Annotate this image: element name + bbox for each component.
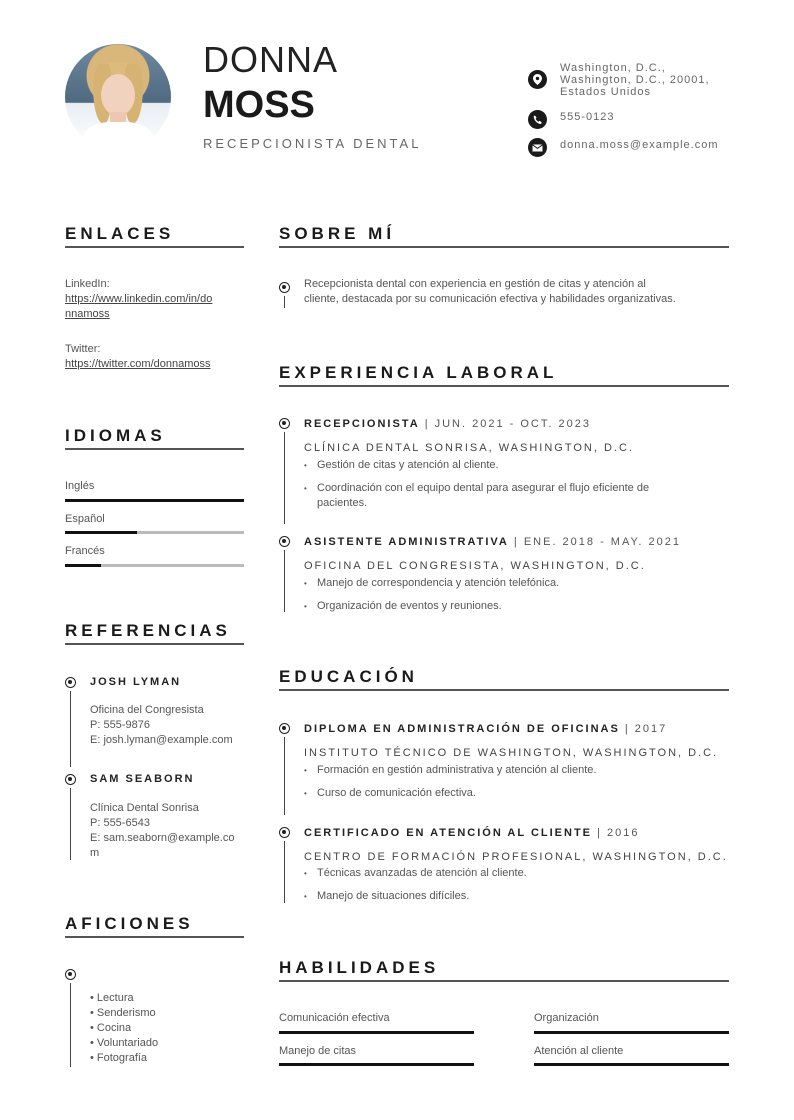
language-bar-fill (65, 499, 244, 502)
references-divider (65, 643, 244, 645)
languages-divider (65, 448, 244, 450)
language-label: Inglés (65, 480, 95, 492)
hobbies-title: AFICIONES (65, 914, 194, 933)
timeline-dot-icon (279, 282, 290, 293)
language-label: Francés (65, 545, 105, 557)
address-line-3: Estados Unidos (560, 86, 652, 98)
language-bar-fill (65, 531, 137, 534)
about-line: cliente, destacada por su comunicación efectiva y habilidades organizativas. (304, 293, 676, 305)
language-bar-fill (65, 564, 101, 567)
education-school: INSTITUTO TÉCNICO DE WASHINGTON, WASHINGTON, D.C. (304, 747, 719, 759)
phone-text: 555-0123 (560, 111, 615, 123)
links-divider (65, 246, 244, 248)
skills-title: HABILIDADES (279, 958, 440, 977)
twitter-link[interactable]: https://twitter.com/donnamoss (65, 358, 211, 370)
job-title: RECEPCIONISTA DENTAL (203, 136, 422, 151)
email-text: donna.moss@example.com (560, 139, 719, 151)
skill-label: Manejo de citas (279, 1045, 357, 1057)
timeline-dot-icon (279, 723, 290, 734)
job-bullet: • Organización de eventos y reuniones. (304, 599, 502, 614)
language-bar (65, 564, 244, 567)
about-title: SOBRE MÍ (279, 224, 396, 243)
links-title: ENLACES (65, 224, 175, 243)
reference-org: Clínica Dental Sonrisa (90, 802, 199, 814)
about-line: Recepcionista dental con experiencia en gestión de citas y atención al (304, 278, 646, 290)
reference-details (90, 801, 234, 861)
reference-phone: P: 555-6543 (90, 817, 150, 829)
hobby-item: • Voluntariado (90, 1037, 159, 1049)
phone-icon (528, 110, 547, 129)
job-role: ASISTENTE ADMINISTRATIVA (304, 536, 509, 548)
job-company: OFICINA DEL CONGRESISTA, WASHINGTON, D.C. (304, 560, 646, 572)
timeline-line (70, 788, 71, 860)
timeline-line (284, 550, 285, 612)
education-heading (304, 827, 639, 839)
reference-email: E: josh.lyman@example.com (90, 734, 233, 746)
skill-bar (279, 1031, 474, 1034)
last-name: MOSS (203, 84, 315, 126)
education-school: CENTRO DE FORMACIÓN PROFESIONAL, WASHINGTON, D.C. (304, 851, 728, 863)
timeline-dot-icon (279, 827, 290, 838)
skill-bar (534, 1063, 729, 1066)
hobby-item: • Senderismo (90, 1007, 156, 1019)
job-bullet-line: pacientes. (317, 497, 368, 509)
job-date: | JUN. 2021 - OCT. 2023 (419, 418, 591, 430)
profile-photo (65, 44, 171, 150)
timeline-line (70, 691, 71, 767)
job-bullet: • Gestión de citas y atención al cliente. (304, 458, 499, 473)
reference-phone: P: 555-9876 (90, 719, 150, 731)
education-date: | 2016 (592, 827, 640, 839)
timeline-line (284, 737, 285, 815)
languages-title: IDIOMAS (65, 426, 166, 445)
job-heading (304, 418, 591, 430)
education-bullet: • Curso de comunicación efectiva. (304, 786, 476, 801)
language-label: Español (65, 513, 105, 525)
timeline-line (284, 432, 285, 524)
education-degree: CERTIFICADO EN ATENCIÓN AL CLIENTE (304, 827, 592, 839)
linkedin-block (65, 277, 212, 322)
education-bullet: • Formación en gestión administrativa y atención al cliente. (304, 763, 596, 778)
contact-phone (528, 110, 615, 129)
skills-divider (279, 980, 729, 982)
job-company: CLÍNICA DENTAL SONRISA, WASHINGTON, D.C. (304, 442, 634, 454)
linkedin-link[interactable]: https://www.linkedin.com/in/do (65, 293, 213, 305)
contact-address (528, 62, 710, 98)
education-date: | 2017 (619, 723, 668, 735)
reference-org: Oficina del Congresista (90, 704, 204, 716)
skill-label: Atención al cliente (534, 1045, 624, 1057)
timeline-line (284, 296, 285, 308)
reference-details (90, 703, 233, 748)
education-degree: DIPLOMA EN ADMINISTRACIÓN DE OFICINAS (304, 723, 620, 735)
timeline-dot-icon (65, 677, 76, 688)
timeline-line (70, 983, 71, 1067)
twitter-label: Twitter: (65, 343, 101, 355)
timeline-dot-icon (65, 969, 76, 980)
job-date: | ENE. 2018 - MAY. 2021 (508, 536, 681, 548)
reference-email: E: sam.seaborn@example.co (90, 832, 235, 844)
language-bar (65, 499, 244, 502)
experience-title: EXPERIENCIA LABORAL (279, 363, 558, 382)
about-text (304, 277, 676, 307)
contact-email (528, 138, 719, 157)
job-bullet: • Manejo de correspondencia y atención telefónica. (304, 576, 559, 591)
linkedin-link-cont[interactable]: nnamoss (65, 308, 110, 320)
location-pin-icon (528, 70, 547, 89)
skill-label: Organización (534, 1012, 599, 1024)
timeline-line (284, 841, 285, 903)
reference-name: SAM SEABORN (90, 773, 195, 785)
language-bar (65, 531, 244, 534)
linkedin-label: LinkedIn: (65, 278, 110, 290)
address-line-2: Washington, D.C., 20001, (560, 74, 710, 86)
education-bullet: • Manejo de situaciones difíciles. (304, 889, 469, 904)
education-heading (304, 723, 667, 735)
education-title: EDUCACIÓN (279, 667, 418, 686)
first-name: DONNA (203, 39, 339, 80)
skill-bar (534, 1031, 729, 1034)
job-bullet (304, 481, 649, 511)
timeline-dot-icon (65, 774, 76, 785)
skill-bar (279, 1063, 474, 1066)
education-bullet: • Técnicas avanzadas de atención al cliente. (304, 866, 527, 881)
references-title: REFERENCIAS (65, 621, 231, 640)
hobbies-divider (65, 936, 244, 938)
address-line-1: Washington, D.C., (560, 62, 666, 74)
timeline-dot-icon (279, 418, 290, 429)
hobby-item: • Lectura (90, 992, 134, 1004)
hobby-item: • Cocina (90, 1022, 132, 1034)
twitter-block (65, 342, 211, 372)
experience-divider (279, 385, 729, 387)
education-divider (279, 689, 729, 691)
timeline-dot-icon (279, 536, 290, 547)
reference-name: JOSH LYMAN (90, 676, 182, 688)
reference-email-cont: m (90, 847, 100, 859)
email-icon (528, 138, 547, 157)
job-role: RECEPCIONISTA (304, 418, 420, 430)
job-heading (304, 536, 681, 548)
job-bullet-line: • Coordinación con el equipo dental para asegurar el flujo eficiente de (317, 482, 650, 494)
hobby-item: • Fotografía (90, 1052, 148, 1064)
skill-label: Comunicación efectiva (279, 1012, 390, 1024)
about-divider (279, 246, 729, 248)
